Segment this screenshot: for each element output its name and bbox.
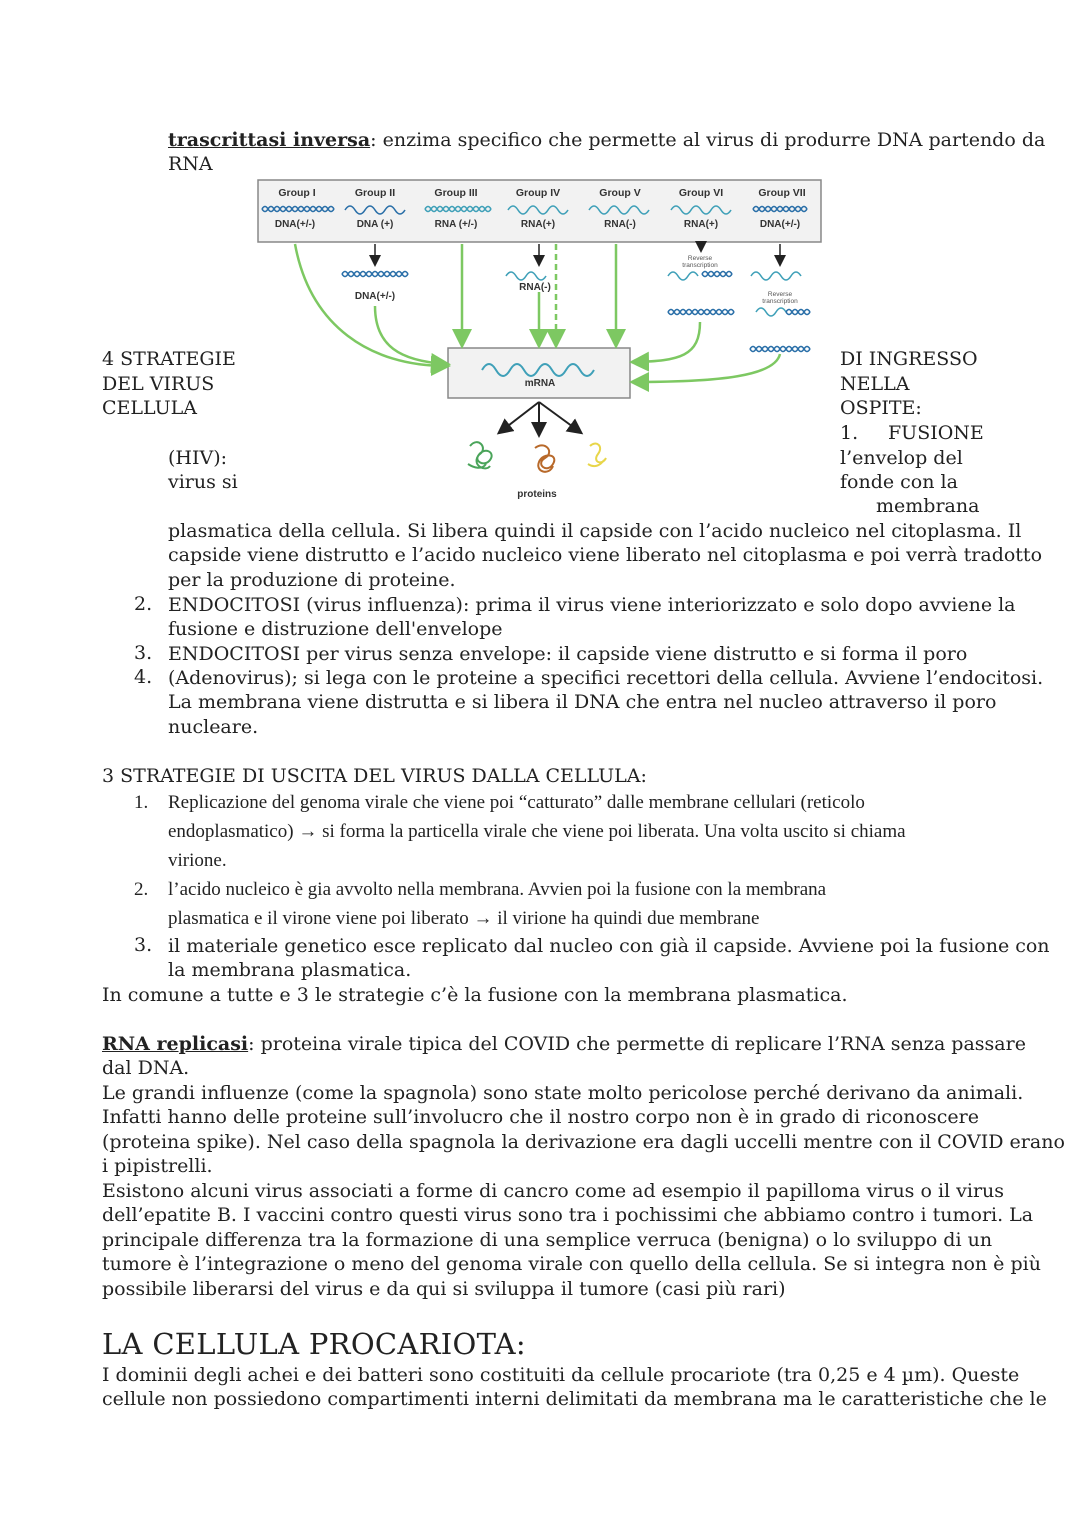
entry-item-4-num: 4.: [134, 666, 153, 688]
section-title-procariota: LA CELLULA PROCARIOTA:: [102, 1327, 526, 1361]
reverse-transcription-b-1: Reverse: [767, 291, 793, 298]
entry-left-1: 4 STRATEGIE: [102, 348, 236, 370]
entry-item-2-line-2: fusione e distruzione dell'envelope: [168, 618, 503, 640]
group-4-genome: RNA(+): [520, 219, 556, 230]
replicasi-line-5: (proteina spike). Nel caso della spagnola la derivazione era dagli uccelli mentre con il COVID erano: [102, 1131, 1065, 1153]
entry-item-3-num: 3.: [134, 642, 153, 664]
reverse-transcription-a-1: Reverse: [687, 255, 713, 262]
group-4-intermediate: RNA(-): [519, 282, 551, 293]
group-3-genome: RNA (+/-): [434, 219, 478, 230]
protein-icons: [468, 442, 606, 472]
replicasi-line-10: tumore è l’integrazione o meno del genoma virale con quello della cellula. Se si integra non è più: [102, 1253, 1041, 1275]
entry-item-1-rest-1: plasmatica della cellula. Si libera quindi il capside con l’acido nucleico nel citoplasma. Il: [168, 520, 1022, 542]
mrna-label: mRNA: [524, 378, 556, 389]
exit-item-1-line-3: virione.: [168, 850, 227, 871]
entry-left-2: DEL VIRUS: [102, 373, 215, 395]
exit-item-2-line-1: l’acido nucleico è gia avvolto nella membrana. Avvien poi la fusione con la membrana: [168, 879, 827, 900]
group-4-name: Group IV: [515, 187, 561, 199]
mrna-box: [448, 348, 630, 398]
group-6-name: Group VI: [678, 187, 724, 199]
group-2-genome: DNA (+): [356, 219, 394, 230]
entry-item-1-rest-2: capside viene distrutto e l’acido nucleico viene liberato nel citoplasma e poi verrà tradotto: [168, 544, 1043, 566]
exit-common: In comune a tutte e 3 le strategie c’è la fusione con la membrana plasmatica.: [102, 984, 848, 1006]
group-1-genome: DNA(+/-): [274, 219, 316, 230]
procarioti-line-2: cellule non possiedono compartimenti interni delimitati da membrana ma le caratteristiche che le: [102, 1388, 1047, 1410]
entry-item-2-num: 2.: [134, 593, 153, 615]
replicasi-line-1: RNA replicasi: proteina virale tipica del COVID che permette di replicare l’RNA senza passare: [102, 1033, 1026, 1055]
group-5-name: Group V: [599, 187, 641, 199]
replicasi-line-2: dal DNA.: [102, 1057, 190, 1079]
entry-item-3-line-1: ENDOCITOSI per virus senza envelope: il capside viene distrutto e si forma il poro: [168, 643, 968, 665]
baltimore-diagram: [250, 176, 830, 506]
entry-right-cont-2: fonde con la: [840, 471, 958, 493]
entry-item-1-word: FUSIONE: [888, 422, 984, 444]
group-2-name: Group II: [354, 187, 396, 199]
exit-heading: 3 STRATEGIE DI USCITA DEL VIRUS DALLA CELLULA:: [102, 765, 647, 787]
proteins-label: proteins: [517, 489, 557, 500]
exit-item-3-num: 3.: [134, 934, 153, 956]
replicasi-line-3: Le grandi influenze (come la spagnola) sono state molto pericolose perché derivano da animali.: [102, 1082, 1024, 1104]
intro-line-2: RNA: [168, 153, 213, 175]
entry-right-1: DI INGRESSO: [840, 348, 978, 370]
group-5-genome: RNA(-): [604, 219, 636, 230]
reverse-transcription-a-2: transcription: [682, 262, 718, 269]
exit-item-1-line-2: endoplasmatico) → si forma la particella virale che viene poi liberata. Una volta uscito si chiama: [168, 821, 906, 842]
intro-line-1: trascrittasi inversa: enzima specifico che permette al virus di produrre DNA partendo da: [168, 129, 1046, 151]
replicasi-line-4: Infatti hanno delle proteine sull’involucro che il nostro corpo non è in grado di riconoscere: [102, 1106, 979, 1128]
entry-right-cont-1: l’envelop del: [840, 447, 963, 469]
group-7-genome: DNA(+/-): [759, 219, 801, 230]
entry-right-cont-3: membrana: [876, 495, 980, 517]
entry-item-1-rest-3: per la produzione di proteine.: [168, 569, 456, 591]
entry-item-2-line-1: ENDOCITOSI (virus influenza): prima il virus viene interiorizzato e solo dopo avviene la: [168, 594, 1016, 616]
entry-virus-si: virus si: [168, 471, 238, 493]
replicasi-line-11: possibile liberarsi del virus e da qui si sviluppa il tumore (casi più rari): [102, 1278, 786, 1300]
exit-item-3-line-1: il materiale genetico esce replicato dal nucleo con già il capside. Avviene poi la fusione con: [168, 935, 1050, 957]
group-7-name: Group VII: [758, 187, 806, 199]
replicasi-line-6: i pipistrelli.: [102, 1155, 213, 1177]
exit-item-1-num: 1.: [134, 792, 149, 813]
group-2-intermediate: DNA(+/-): [354, 291, 396, 302]
replicasi-line-8: dell’epatite B. I vaccini contro questi virus sono tra i pochissimi che abbiamo contro i tumori. La: [102, 1204, 1034, 1226]
exit-item-3-line-2: la membrana plasmatica.: [168, 959, 412, 981]
term-rna-replicasi: RNA replicasi: [102, 1033, 249, 1055]
entry-item-4-line-1: (Adenovirus); si lega con le proteine a specifici recettori della cellula. Avviene l’endocitosi.: [168, 667, 1044, 689]
procarioti-line-1: I dominii degli achei e dei batteri sono costituiti da cellule procariote (tra 0,25 e 4 µm). Queste: [102, 1364, 1020, 1386]
replicasi-line-7: Esistono alcuni virus associati a forme di cancro come ad esempio il papilloma virus o il virus: [102, 1180, 1005, 1202]
group-3-name: Group III: [434, 187, 478, 199]
entry-item-4-line-2: La membrana viene distrutta e si libera il DNA che entra nel nucleo attraverso il poro: [168, 691, 997, 713]
exit-item-2-line-2: plasmatica e il virone viene poi liberato → il virione ha quindi due membrane: [168, 908, 760, 929]
entry-left-3: CELLULA: [102, 397, 197, 419]
exit-item-2-num: 2.: [134, 879, 149, 900]
term-trascrittasi: trascrittasi inversa: [168, 129, 371, 151]
group-6-genome: RNA(+): [683, 219, 719, 230]
entry-right-2: NELLA: [840, 373, 910, 395]
entry-item-4-line-3: nucleare.: [168, 716, 259, 738]
exit-item-1-line-1: Replicazione del genoma virale che viene poi “catturato” dalle membrane cellulari (reticolo: [168, 792, 865, 813]
group-1-name: Group I: [278, 187, 316, 199]
entry-item-1-num: 1.: [840, 422, 859, 444]
entry-hiv: (HIV):: [168, 447, 228, 469]
replicasi-line-9: principale differenza tra la formazione di una semplice verruca (benigna) o lo sviluppo di un: [102, 1229, 993, 1251]
reverse-transcription-b-2: transcription: [762, 298, 798, 305]
entry-right-3: OSPITE:: [840, 397, 922, 419]
